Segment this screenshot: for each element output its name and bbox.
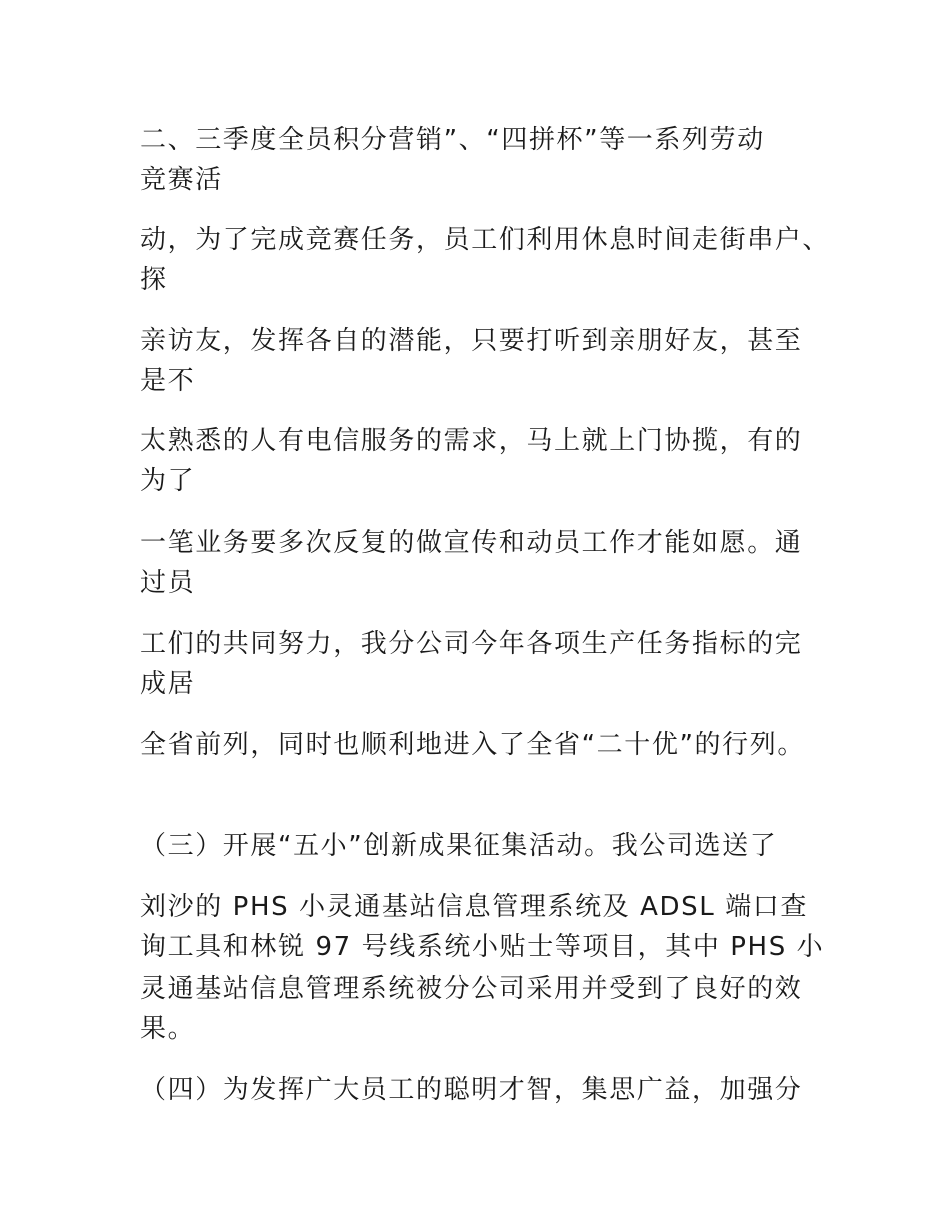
text-line: 太熟悉的人有电信服务的需求，马上就上门协揽，有的 (140, 426, 803, 456)
text-line: 竞赛活 (140, 165, 223, 195)
text-line: 是不 (140, 366, 196, 396)
text-line: 灵通基站信息管理系统被分公司采用并受到了良好的效 (140, 974, 803, 1004)
text-line: （三）开展“五小”创新成果征集活动。我公司选送了 (140, 831, 778, 861)
text-line: 果。 (140, 1014, 196, 1044)
text-line: 一笔业务要多次反复的做宣传和动员工作才能如愿。通 (140, 528, 803, 558)
text-line: 亲访友，发挥各自的潜能，只要打听到亲朋好友，甚至 (140, 326, 803, 356)
text-line: 动，为了完成竞赛任务，员工们利用休息时间走街串户、 (140, 225, 831, 255)
text-line: 为了 (140, 466, 196, 496)
text-line: 工们的共同努力，我分公司今年各项生产任务指标的完 (140, 629, 803, 659)
text-line: 探 (140, 265, 168, 295)
text-line: （四）为发挥广大员工的聪明才智，集思广益，加强分 (140, 1075, 803, 1105)
text-line: 全省前列，同时也顺利地进入了全省“二十优”的行列。 (140, 730, 805, 760)
text-line: 询工具和林锐 97 号线系统小贴士等项目，其中 PHS 小 (140, 932, 825, 962)
text-line: 二、三季度全员积分营销”、“四拼杯”等一系列劳动 (140, 125, 765, 155)
text-line: 过员 (140, 568, 196, 598)
text-line: 刘沙的 PHS 小灵通基站信息管理系统及 ADSL 端口查 (140, 892, 808, 922)
text-line: 成居 (140, 669, 196, 699)
